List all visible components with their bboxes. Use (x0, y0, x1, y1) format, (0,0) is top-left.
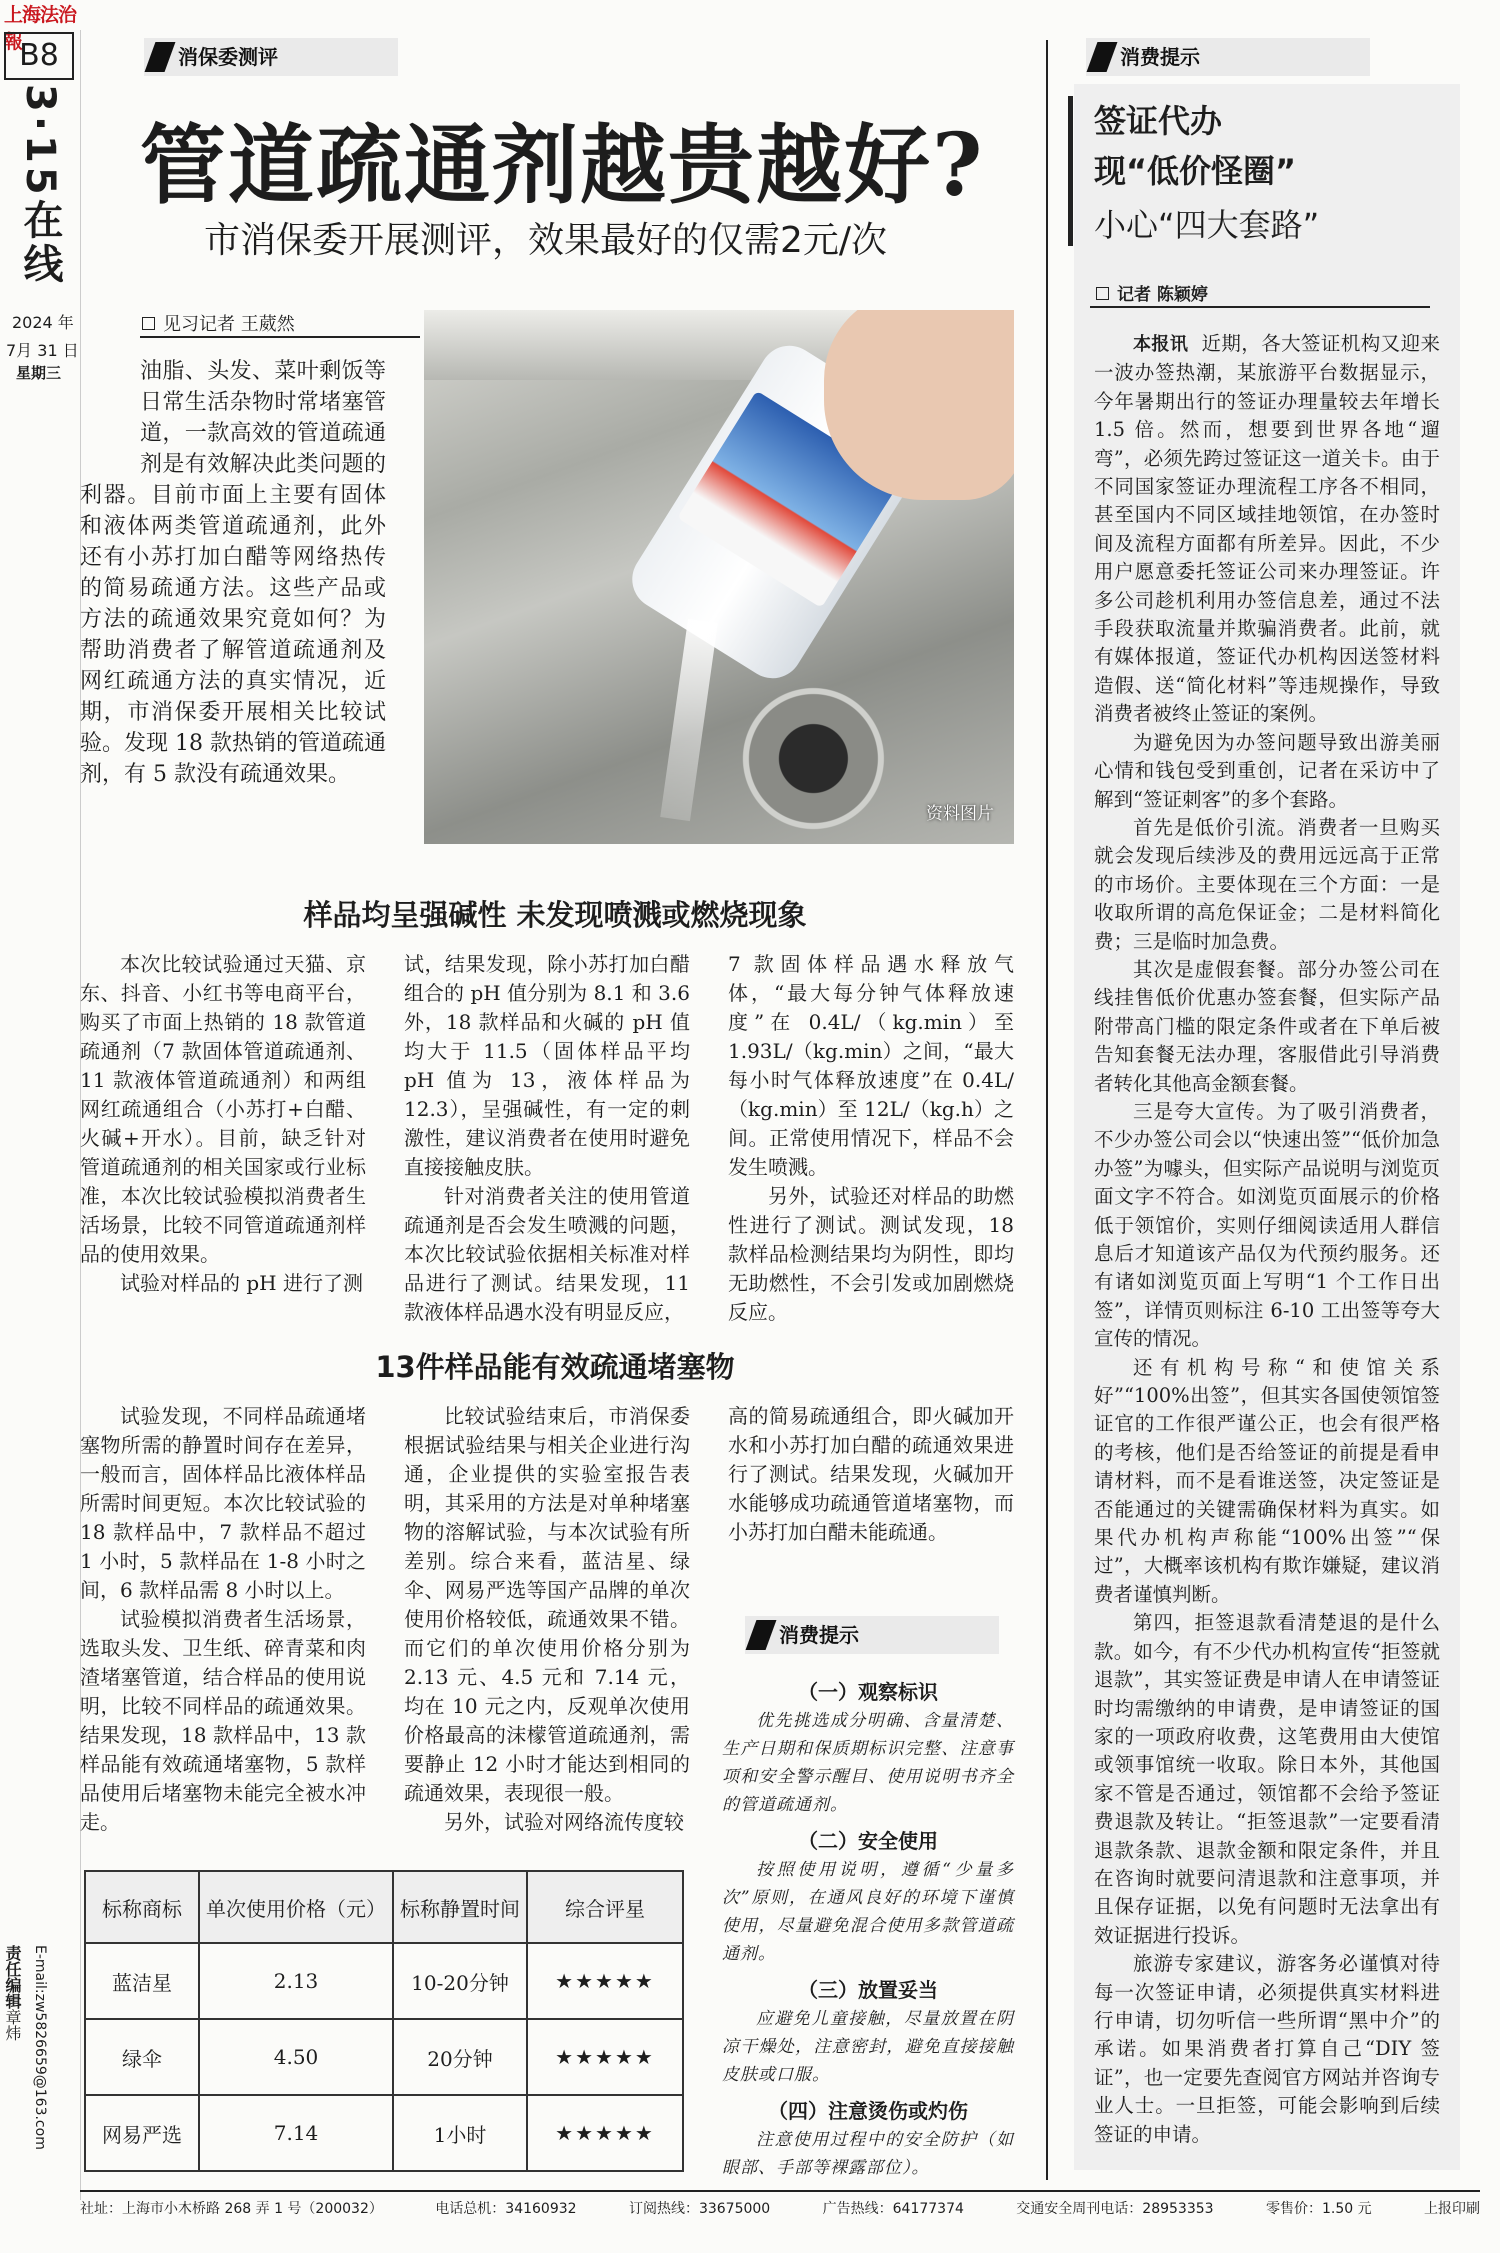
powder-stream (660, 619, 718, 821)
right-title-line1: 签证代办 (1094, 102, 1223, 140)
footer-subscribe: 订阅热线：33675000 (628, 2201, 771, 2217)
issue-year: 2024 年 (12, 313, 74, 332)
table-header-row (85, 1871, 683, 1943)
issue-date: 7月 31 日 (6, 341, 79, 360)
section1-col1-p1: 本次比较试验通过天猫、京东、抖音、小红书等电商平台，购买了市面上热销的 18 款管道疏通剂（7 款固体管道疏通剂、11 款液体管道疏通剂）和两组网红疏通组合（小苏打+白醋、火碱+开水）。目前，缺乏针对管道疏通剂的相关国家或行业标准，本次比较试验模拟消费者生活场景，比较不同管道疏通剂样品的使用效果。 (80, 952, 366, 1266)
editor-email: E-mail:zw5826659@163.com (32, 1945, 48, 2150)
right-paragraph: 为避免因为办签问题导致出游美丽心情和钱包受到重创，记者在采访中了解到“签证刺客”的多个套路。 (1094, 730, 1440, 811)
footer-top-rule (80, 2190, 1480, 2192)
tip-text: 优先挑选成分明确、含量清楚、生产日期和保质期标识完整、注意事项和安全警示醒目、使用说明书齐全的管道疏通剂。 (722, 1711, 1014, 1815)
table-cell: ★★★★★ (527, 2019, 683, 2095)
photo-credit: 资料图片 (926, 804, 994, 824)
right-paragraph: 第四，拒签退款看清楚退的是什么款。如今，有不少代办机构宣传“拒签就退款”，其实签证费是申请人在申请签证时均需缴纳的申请费，是申请签证的国家的一项政府收费，这笔费用由大使馆或领事馆统一收取。除日本外，其他国家不管是否通过，领馆都不会给予签证费退款及转让。“拒签退款”一定要看清退款条款、退款金额和限定条件，并且在咨询时就要问清退款和注意事项，并且保存证据，以免有问题时无法拿出有效证据进行投诉。 (1094, 1611, 1440, 1947)
section2-title: 13件样品能有效疏通堵塞物 (375, 1350, 735, 1384)
headline: 管道疏通剂越贵越好? (140, 115, 985, 216)
table-cell: 2.13 (199, 1943, 393, 2019)
article-tag: 消保委测评 (144, 38, 398, 76)
footer-bar (80, 2198, 1480, 2228)
lead-label: 本报讯 (1133, 334, 1189, 355)
right-title-line3: 小心“四大套路” (1094, 206, 1320, 244)
section1-col1 (80, 950, 366, 1298)
table-row (85, 1943, 683, 2019)
tips-box (722, 1670, 1014, 2182)
page-number: B8 (4, 32, 74, 80)
tip-text: 注意使用过程中的安全防护（如眼部、手部等裸露部位）。 (722, 2130, 1014, 2178)
table-cell: 1小时 (393, 2095, 527, 2171)
table-header: 综合评星 (527, 1871, 683, 1943)
table-cell: ★★★★★ (527, 1943, 683, 2019)
table-cell: 7.14 (199, 2095, 393, 2171)
paper-logo: 上海法治報 (4, 4, 77, 53)
section1-col2 (404, 950, 690, 1327)
byline-underline (140, 336, 420, 338)
tips-tag: 消费提示 (745, 1616, 999, 1654)
footer-printer: 上报印刷 (1424, 2201, 1480, 2217)
tip-text: 应避免儿童接触，尽量放置在阴凉干燥处，注意密封，避免直接接触皮肤或口服。 (722, 2009, 1014, 2085)
section1-col3-p2: 另外，试验还对样品的助燃性进行了测试。测试发现，18 款样品检测结果均为阴性，即均无助燃性，不会引发或加剧燃烧反应。 (728, 1184, 1014, 1324)
photo (424, 310, 1014, 844)
tip-heading: （二）安全使用 (798, 1829, 938, 1853)
right-paragraph: 三是夸大宣传。为了吸引消费者，不少办签公司会以“快速出签”“低价加急办签”为噱头，但实际产品说明与浏览页面文字不符合。如浏览页面展示的价格低于领馆价，实则仔细阅读适用人群信息后才知道该产品仅为代预约服务。还有诸如浏览页面上写明“1 个工作日出签”，详情页则标注 6-10 工出签等夸大宣传的情况。 (1094, 1099, 1440, 1351)
section1-col2-p2: 针对消费者关注的使用管道疏通剂是否会发生喷溅的问题，本次比较试验依据相关标准对样品进行了测试。结果发现，11 款液体样品遇水没有明显反应， (404, 1184, 690, 1324)
section2-col3 (728, 1402, 1014, 1547)
byline: 见习记者 王葳然 (142, 310, 295, 336)
right-article-body (1094, 330, 1440, 2170)
section1-col2-p1: 试，结果发现，除小苏打加白醋组合的 pH 值分别为 8.1 和 3.6 外，18 款样品和火碱的 pH 值均大于 11.5（固体样品平均 pH 值为 13，液体样品为 12.3），呈强碱性，有一定的刺激性，建议消费者在使用时避免直接接触皮肤。 (404, 952, 690, 1179)
table-cell: 10-20分钟 (393, 1943, 527, 2019)
tip-text: 按照使用说明，遵循“少量多次”原则，在通风良好的环境下谨慎使用，尽量避免混合使用多款管道疏通剂。 (722, 1860, 1014, 1964)
byline-box-icon (142, 317, 155, 330)
section2-col3-p1: 高的简易疏通组合，即火碱加开水和小苏打加白醋的疏通效果进行了测试。结果发现，火碱加开水能够成功疏通管道堵塞物，而小苏打加白醋未能疏通。 (728, 1404, 1014, 1544)
byline-box-icon (1096, 287, 1109, 300)
section2-col2 (404, 1402, 690, 1837)
right-paragraph: 旅游专家建议，游客务必谨慎对待每一次签证申请，必须提供真实材料进行申请，切勿听信一些所谓“黑中介”的承诺。如果消费者打算自己“DIY 签证”，也一定要先查阅官方网站并咨询专业人士。一旦拒签，可能会影响到后续签证的申请。 (1094, 1952, 1440, 2146)
right-paragraph: 还有机构号称“和使馆关系好”“100%出签”，但其实各国使领馆签证官的工作很严谨公正，也会有很严格的考核，他们是否给签证的前提是看申请材料，而不是看谁送签，决定签证是否能通过的关键需确保材料为真实。如果代办机构声称能“100%出签”“保过”，大概率该机构有欺诈嫌疑，建议消费者谨慎判断。 (1094, 1355, 1440, 1606)
intro-paragraph: 油脂、头发、菜叶剩饭等日常生活杂物时常堵塞管道，一款高效的管道疏通剂是有效解决此类问题的利器。目前市面上主要有固体和液体两类管道疏通剂，此外还有小苏打加白醋等网络热传的简易疏通方法。这些产品或方法的疏通效果究竟如何？为帮助消费者了解管道疏通剂及网红疏通方法的真实情况，近期，市消保委开展相关比较试验。发现 18 款热销的管道疏通剂，有 5 款没有疏通效果。 (80, 359, 386, 787)
editor-label: 责任编辑 (3, 1945, 22, 2009)
table-cell: 蓝洁星 (85, 1943, 199, 2019)
table-cell: 绿伞 (85, 2019, 199, 2095)
section2-col1-p2: 试验模拟消费者生活场景，选取头发、卫生纸、碎青菜和肉渣堵塞管道，结合样品的使用说明，比较不同样品的疏通效果。结果发现，18 款样品中，13 款样品能有效疏通堵塞物，5 款样品使用后堵塞物未能完全被水冲走。 (80, 1607, 366, 1834)
table-cell: 20分钟 (393, 2019, 527, 2095)
right-paragraph: 首先是低价引流。消费者一旦购买就会发现后续涉及的费用远远高于正常的市场价。主要体现在三个方面：一是收取所谓的高危保证金；二是材料简化费；三是临时加急费。 (1094, 815, 1440, 953)
right-paragraph: 本报讯 近期，各大签证机构又迎来一波办签热潮，某旅游平台数据显示，今年暑期出行的签证办理量较去年增长 1.5 倍。然而，想要到世界各地“遛弯”，必须先跨过签证这一道关卡。由于不同国家签证办理流程工序各不相同，甚至国内不同区域挂地领馆，在办签时间及流程方面都有所差异。因此，不少用户愿意委托签证公司来办理签证。许多公司趁机利用办签信息差，通过不法手段获取流量并欺骗消费者。此前，就有媒体报道，签证代办机构因送签材料造假、送“简化材料”等违规操作，导致消费者被终止签证的案例。 (1094, 332, 1440, 726)
right-byline-underline (1090, 306, 1430, 308)
subheadline: 市消保委开展测评，效果最好的仅需2元/次 (204, 220, 888, 261)
right-article-tag: 消费提示 (1086, 38, 1370, 76)
results-table (84, 1870, 684, 2172)
right-paragraph: 其次是虚假套餐。部分办签公司在线挂售低价优惠办签套餐，但实际产品附带高门槛的限定条件或者在下单后被告知套餐无法办理，客服借此引导消费者转化其他高金额套餐。 (1094, 957, 1440, 1095)
section2-col1 (80, 1402, 366, 1837)
footer-address: 社址：上海市小木桥路 268 弄 1 号（200032） (80, 2201, 383, 2217)
table-cell: ★★★★★ (527, 2095, 683, 2171)
table-header: 标称商标 (85, 1871, 199, 1943)
section1-col1-p2: 试验对样品的 pH 进行了测 (120, 1271, 363, 1295)
right-title-accent (1068, 96, 1073, 246)
table-row (85, 2019, 683, 2095)
footer-price: 零售价：1.50 元 (1265, 2201, 1372, 2217)
section2-col2-p1: 比较试验结束后，市消保委根据试验结果与相关企业进行沟通，企业提供的实验室报告表明，其采用的方法是对单种堵塞物的溶解试验，与本次试验有所差别。综合来看，蓝洁星、绿伞、网易严选等国产品牌的单次使用价格较低，疏通效果不错。而它们的单次使用价格分别为 2.13 元、4.5 元和 7.14 元，均在 10 元之内，反观单次使用价格最高的沫檬管道疏通剂，需要静止 12 小时才能达到相同的疏通效果，表现很一般。 (404, 1404, 690, 1805)
table-header: 标称静置时间 (393, 1871, 527, 1943)
table-cell: 4.50 (199, 2019, 393, 2095)
footer-ads: 广告热线：64177374 (822, 2201, 964, 2217)
tip-heading: （四）注意烫伤或灼伤 (768, 2099, 968, 2123)
editor-credit (2, 1945, 24, 2175)
table-row (85, 2095, 683, 2171)
footer-phone: 电话总机：34160932 (435, 2201, 577, 2217)
column-divider (1046, 40, 1048, 2180)
tip-heading: （三）放置妥当 (798, 1978, 938, 2002)
footer-traffic: 交通安全周刊电话：28953353 (1016, 2201, 1214, 2217)
table-header: 单次使用价格（元） (199, 1871, 393, 1943)
section1-col3 (728, 950, 1014, 1327)
right-title-line2: 现“低价怪圈” (1094, 152, 1297, 190)
section2-col2-p2: 另外，试验对网络流传度较 (444, 1810, 684, 1834)
tip-heading: （一）观察标识 (798, 1680, 938, 1704)
section2-col1-p1: 试验发现，不同样品疏通堵塞物所需的静置时间存在差异，一般而言，固体样品比液体样品所需时间更短。本次比较试验的 18 款样品中，7 款样品不超过 1 小时，5 款样品在 1-8 小时之间，6 款样品需 8 小时以上。 (80, 1404, 366, 1602)
section1-title: 样品均呈强碱性 未发现喷溅或燃烧现象 (303, 898, 807, 932)
section1-col3-p1: 7 款固体样品遇水释放气体，“最大每分钟气体释放速度”在 0.4L/（kg.min）至 1.93L/（kg.min）之间，“最大每小时气体释放速度”在 0.4L/（kg.min）至 12L/（kg.h）之间。正常使用情况下，样品不会发生喷溅。 (728, 952, 1014, 1179)
section-vertical-title: 3·15在线 (17, 84, 63, 287)
right-byline: 记者 陈颖婷 (1096, 280, 1208, 305)
issue-weekday: 星期三 (16, 364, 62, 382)
table-cell: 网易严选 (85, 2095, 199, 2171)
editor-name: 章炜 (3, 2009, 22, 2041)
